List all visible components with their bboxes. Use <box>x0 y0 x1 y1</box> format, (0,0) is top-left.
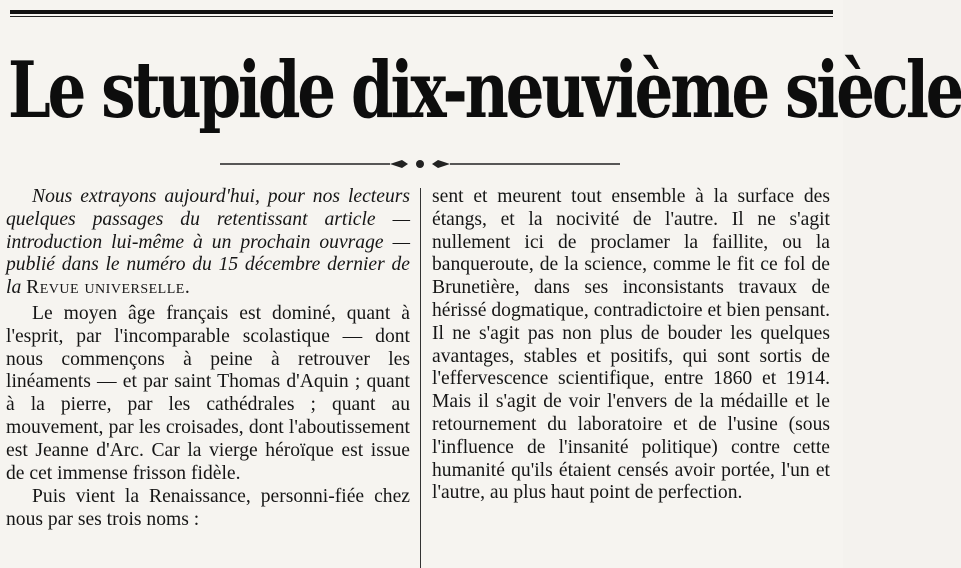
intro-paragraph <box>6 186 410 300</box>
right-column <box>432 186 830 505</box>
body-paragraph: Le moyen âge français est dominé, quant à l'esprit, par l'incomparable scolastique — dont nous commençons à peine à retrouver les linéaments — et par saint Thomas d'Aquin ; quant à la pierre, par les cathédrales ; quant au mouvement, par les croisades, dont l'aboutissement est Jeanne d'Arc. Car la vierge héroïque est issue de cet immense frisson fidèle. <box>6 302 410 484</box>
body-paragraph: Puis vient la Renaissance, personni-fiée chez nous par ses trois noms : <box>6 486 410 531</box>
column-divider <box>420 188 421 568</box>
revue-name: Revue universelle. <box>26 277 191 299</box>
top-rule <box>10 10 833 14</box>
intro-text: Nous extrayons aujourd'hui, pour nos lecteurs quelques passages du retentissant article — introduction lui-même à un prochain ouvrage — publié dans le numéro du 15 décembre dernier de la <box>6 186 410 299</box>
ornament-divider <box>220 158 620 170</box>
left-column <box>6 186 410 532</box>
headline: Le stupide dix-neuvième siècle <box>8 45 961 136</box>
continued-paragraph: sent et meurent tout ensemble à la surface des étangs, et la nocivité de l'autre. Il ne s'agit nullement ici de proclamer la faillite, ou la banqueroute, de la science, comme le fit ce fol de Brunetière, dans ses inconsistants travaux de hérissé dogmatique, contradictoire et bien pensant. Il ne s'agit pas non plus de bouder les quelques avantages, stables et positifs, qui sont sortis de l'effervescence scientifique, entre 1860 et 1914. Mais il s'agit de voir l'envers de la médaille et le retournement du laboratoire et de l'usine (sous l'influence de l'insanité politique) contre cette humanité qu'ils étaient censés avoir portée, l'un et l'autre, au plus haut point de perfection. <box>432 186 830 504</box>
ornament-divider-graphic <box>220 158 620 170</box>
top-rule-thin <box>10 16 833 17</box>
